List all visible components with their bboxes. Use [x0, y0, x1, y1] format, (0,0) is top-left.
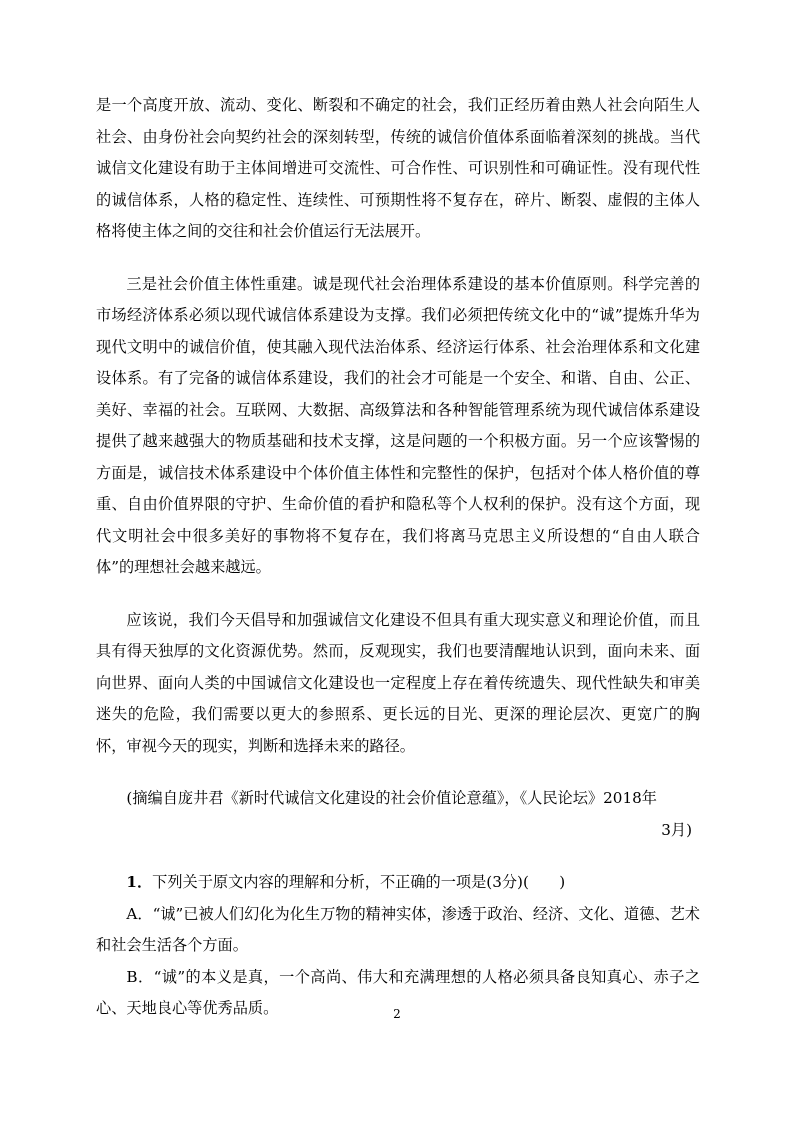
source-citation [96, 783, 700, 846]
paragraph-continued: 是一个高度开放、流动、变化、断裂和不确定的社会，我们正经历着由熟人社会向陌生人社会、由身份社会向契约社会的深刻转型，传统的诚信价值体系面临着深刻的挑战。当代诚信文化建设有助于主体间增进可交流性、可合作性、可识别性和可确证性。没有现代性的诚信体系，人格的稳定性、连续性、可预期性将不复存在，碎片、断裂、虚假的主体人格将使主体之间的交往和社会价值运行无法展开。 [96, 96, 700, 240]
option-b: B．“诚”的本义是真，一个高尚、伟大和充满理想的人格必须具备良知真心、赤子之心、天地良心等优秀品质。 [96, 967, 700, 1017]
document-body [96, 90, 700, 1025]
source-line-2: 3月) [661, 820, 692, 839]
question-number: 1． [126, 873, 153, 891]
question-text: 下列关于原文内容的理解和分析，不正确的一项是(3分)( ) [152, 873, 566, 891]
page-number: 2 [393, 1007, 401, 1021]
paragraph-conclusion: 应该说，我们今天倡导和加强诚信文化建设不但具有重大现实意义和理论价值，而且具有得天独厚的文化资源优势。然而，反观现实，我们也要清醒地认识到，面向未来、面向世界、面向人类的中国诚信文化建设也一定程度上存在着传统遗失、现代性缺失和审美迷失的危险，我们需要以更大的参照系、更长远的目光、更深的理论层次、更宽广的胸怀，审视今天的现实，判断和选择未来的路径。 [96, 610, 700, 755]
option-a: A．“诚”已被人们幻化为化生万物的精神实体，渗透于政治、经济、文化、道德、艺术和社会生活各个方面。 [96, 904, 700, 954]
question-1 [96, 867, 700, 899]
paragraph-social-value-rebuild: 三是社会价值主体性重建。诚是现代社会治理体系建设的基本价值原则。科学完善的市场经济体系必须以现代诚信体系建设为支撑。我们必须把传统文化中的“诚”提炼升华为现代文明中的诚信价值，使其融入现代法治体系、经济运行体系、社会治理体系和文化建设体系。有了完备的诚信体系建设，我们的社会才可能是一个安全、和谐、自由、公正、美好、幸福的社会。互联网、大数据、高级算法和各种智能管理系统为现代诚信体系建设提供了越来越强大的物质基础和技术支撑，这是问题的一个积极方面。另一个应该警惕的方面是，诚信技术体系建设中个体价值主体性和完整性的保护，包括对个体人格价值的尊重、自由价值界限的守护、生命价值的看护和隐私等个人权利的保护。没有这个方面，现代文明社会中很多美好的事物将不复存在，我们将离马克思主义所设想的“自由人联合体”的理想社会越来越远。 [96, 274, 700, 576]
source-line-1: (摘编自庞井君《新时代诚信文化建设的社会价值论意蕴》，《人民论坛》2018年 [126, 789, 657, 807]
